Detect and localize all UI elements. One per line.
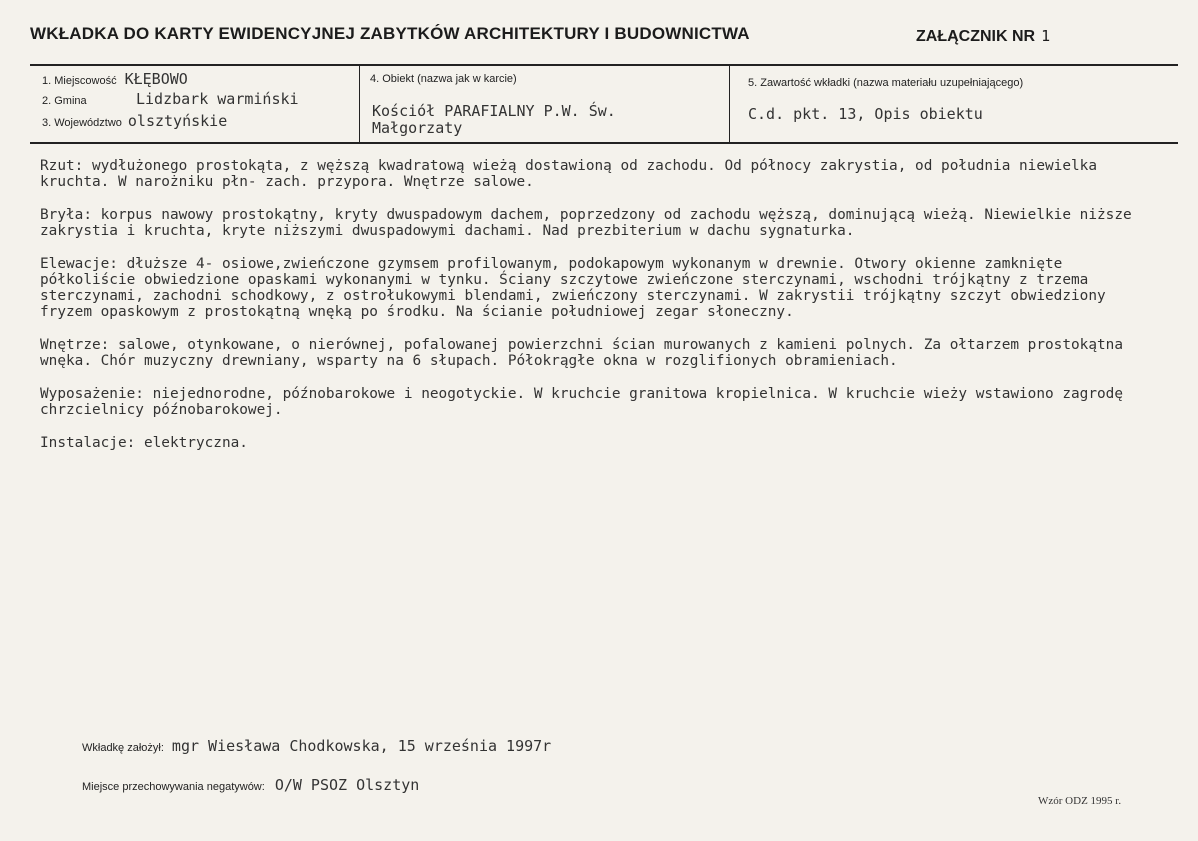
voivodeship-label: 3. Województwo (42, 117, 122, 129)
paragraph-furnishings: Wyposażenie: niejednorodne, późnobarokowe i neogotyckie. W kruchcie granitowa kropielnica. W kruchcie wieży wstawiono zagrodę chrzcielnicy późnobarokowej. (40, 386, 1123, 418)
voivodeship-row (42, 112, 227, 131)
attachment-number: 1 (1041, 27, 1051, 45)
storage-row (82, 776, 419, 795)
commune-value: Lidzbark warmiński (136, 90, 299, 108)
attachment-label (916, 27, 1050, 46)
paragraph-interior: Wnętrze: salowe, otynkowane, o nierównej, pofalowanej powierzchni ścian murowanych z kamieni polnych. Za ołtarzem prostokątna wnęka. Chór muzyczny drewniany, wsparty na 6 słupach. Półokrągłe okna w rozglifionych obramieniach. (40, 337, 1123, 369)
bottom-rule (30, 142, 1178, 144)
founder-value: mgr Wiesława Chodkowska, 15 września 1997r (171, 737, 552, 755)
storage-value: O/W PSOZ Olsztyn (274, 776, 420, 794)
voivodeship-value: olsztyńskie (127, 112, 228, 130)
paragraph-installations: Instalacje: elektryczna. (40, 435, 248, 451)
commune-row (42, 90, 299, 109)
attachment-label-text: ZAŁĄCZNIK NR (916, 28, 1036, 45)
object-value-line2: Małgorzaty (372, 119, 463, 137)
storage-label: Miejsce przechowywania negatywów: (82, 781, 265, 793)
content-label: 5. Zawartość wkładki (nazwa materiału uzupełniającego) (748, 77, 1024, 89)
column-divider-1 (359, 64, 360, 143)
paragraph-plan: Rzut: wydłużonego prostokąta, z węższą kwadratową wieżą dostawioną od zachodu. Od północy zakrystia, od południa niewielka kruchta. W narożniku płn- zach. przypora. Wnętrze salowe. (40, 158, 1097, 190)
object-value (372, 103, 616, 137)
form-title: WKŁADKA DO KARTY EWIDENCYJNEJ ZABYTKÓW ARCHITEKTURY I BUDOWNICTWA (30, 24, 750, 43)
commune-label: 2. Gmina (42, 95, 87, 107)
object-label: 4. Obiekt (nazwa jak w karcie) (370, 73, 517, 85)
paragraph-elevations: Elewacje: dłuższe 4- osiowe,zwieńczone gzymsem profilowanym, podokapowym wykonanym w drewnie. Otwory okienne zamknięte półkoliście obwiedzione opaskami wykonanymi w tynku. Ściany szczytowe zwieńczone sterczynami, wschodni trójkątny z trzema sterczynami, zachodni schodkowy, z ostrołukowymi blendami, zwieńczony sterczynami. W zakrystii trójkątny szczyt obwiedziony fryzem opaskowym z prostokątną wnęką po środku. Na ścianie południowej zegar słoneczny. (40, 256, 1106, 320)
locality-row (42, 70, 188, 89)
description-body (40, 158, 1165, 468)
founder-label: Wkładkę założył: (82, 742, 164, 754)
form-version: Wzór ODZ 1995 r. (1038, 795, 1122, 807)
column-divider-2 (729, 64, 730, 143)
object-value-line1: Kościół PARAFIALNY P.W. Św. (372, 102, 616, 120)
top-rule (30, 64, 1178, 66)
founder-row (82, 737, 551, 756)
paragraph-mass: Bryła: korpus nawowy prostokątny, kryty dwuspadowym dachem, poprzedzony od zachodu węższą, dominującą wieżą. Niewielkie niższe zakrystia i kruchta, kryte niższymi dwuspadowymi dachami. Nad prezbiterium w dachu sygnaturka. (40, 207, 1132, 239)
content-value: C.d. pkt. 13, Opis obiektu (748, 105, 983, 123)
locality-label: 1. Miejscowość (42, 75, 117, 87)
locality-value: KŁĘBOWO (124, 70, 188, 88)
